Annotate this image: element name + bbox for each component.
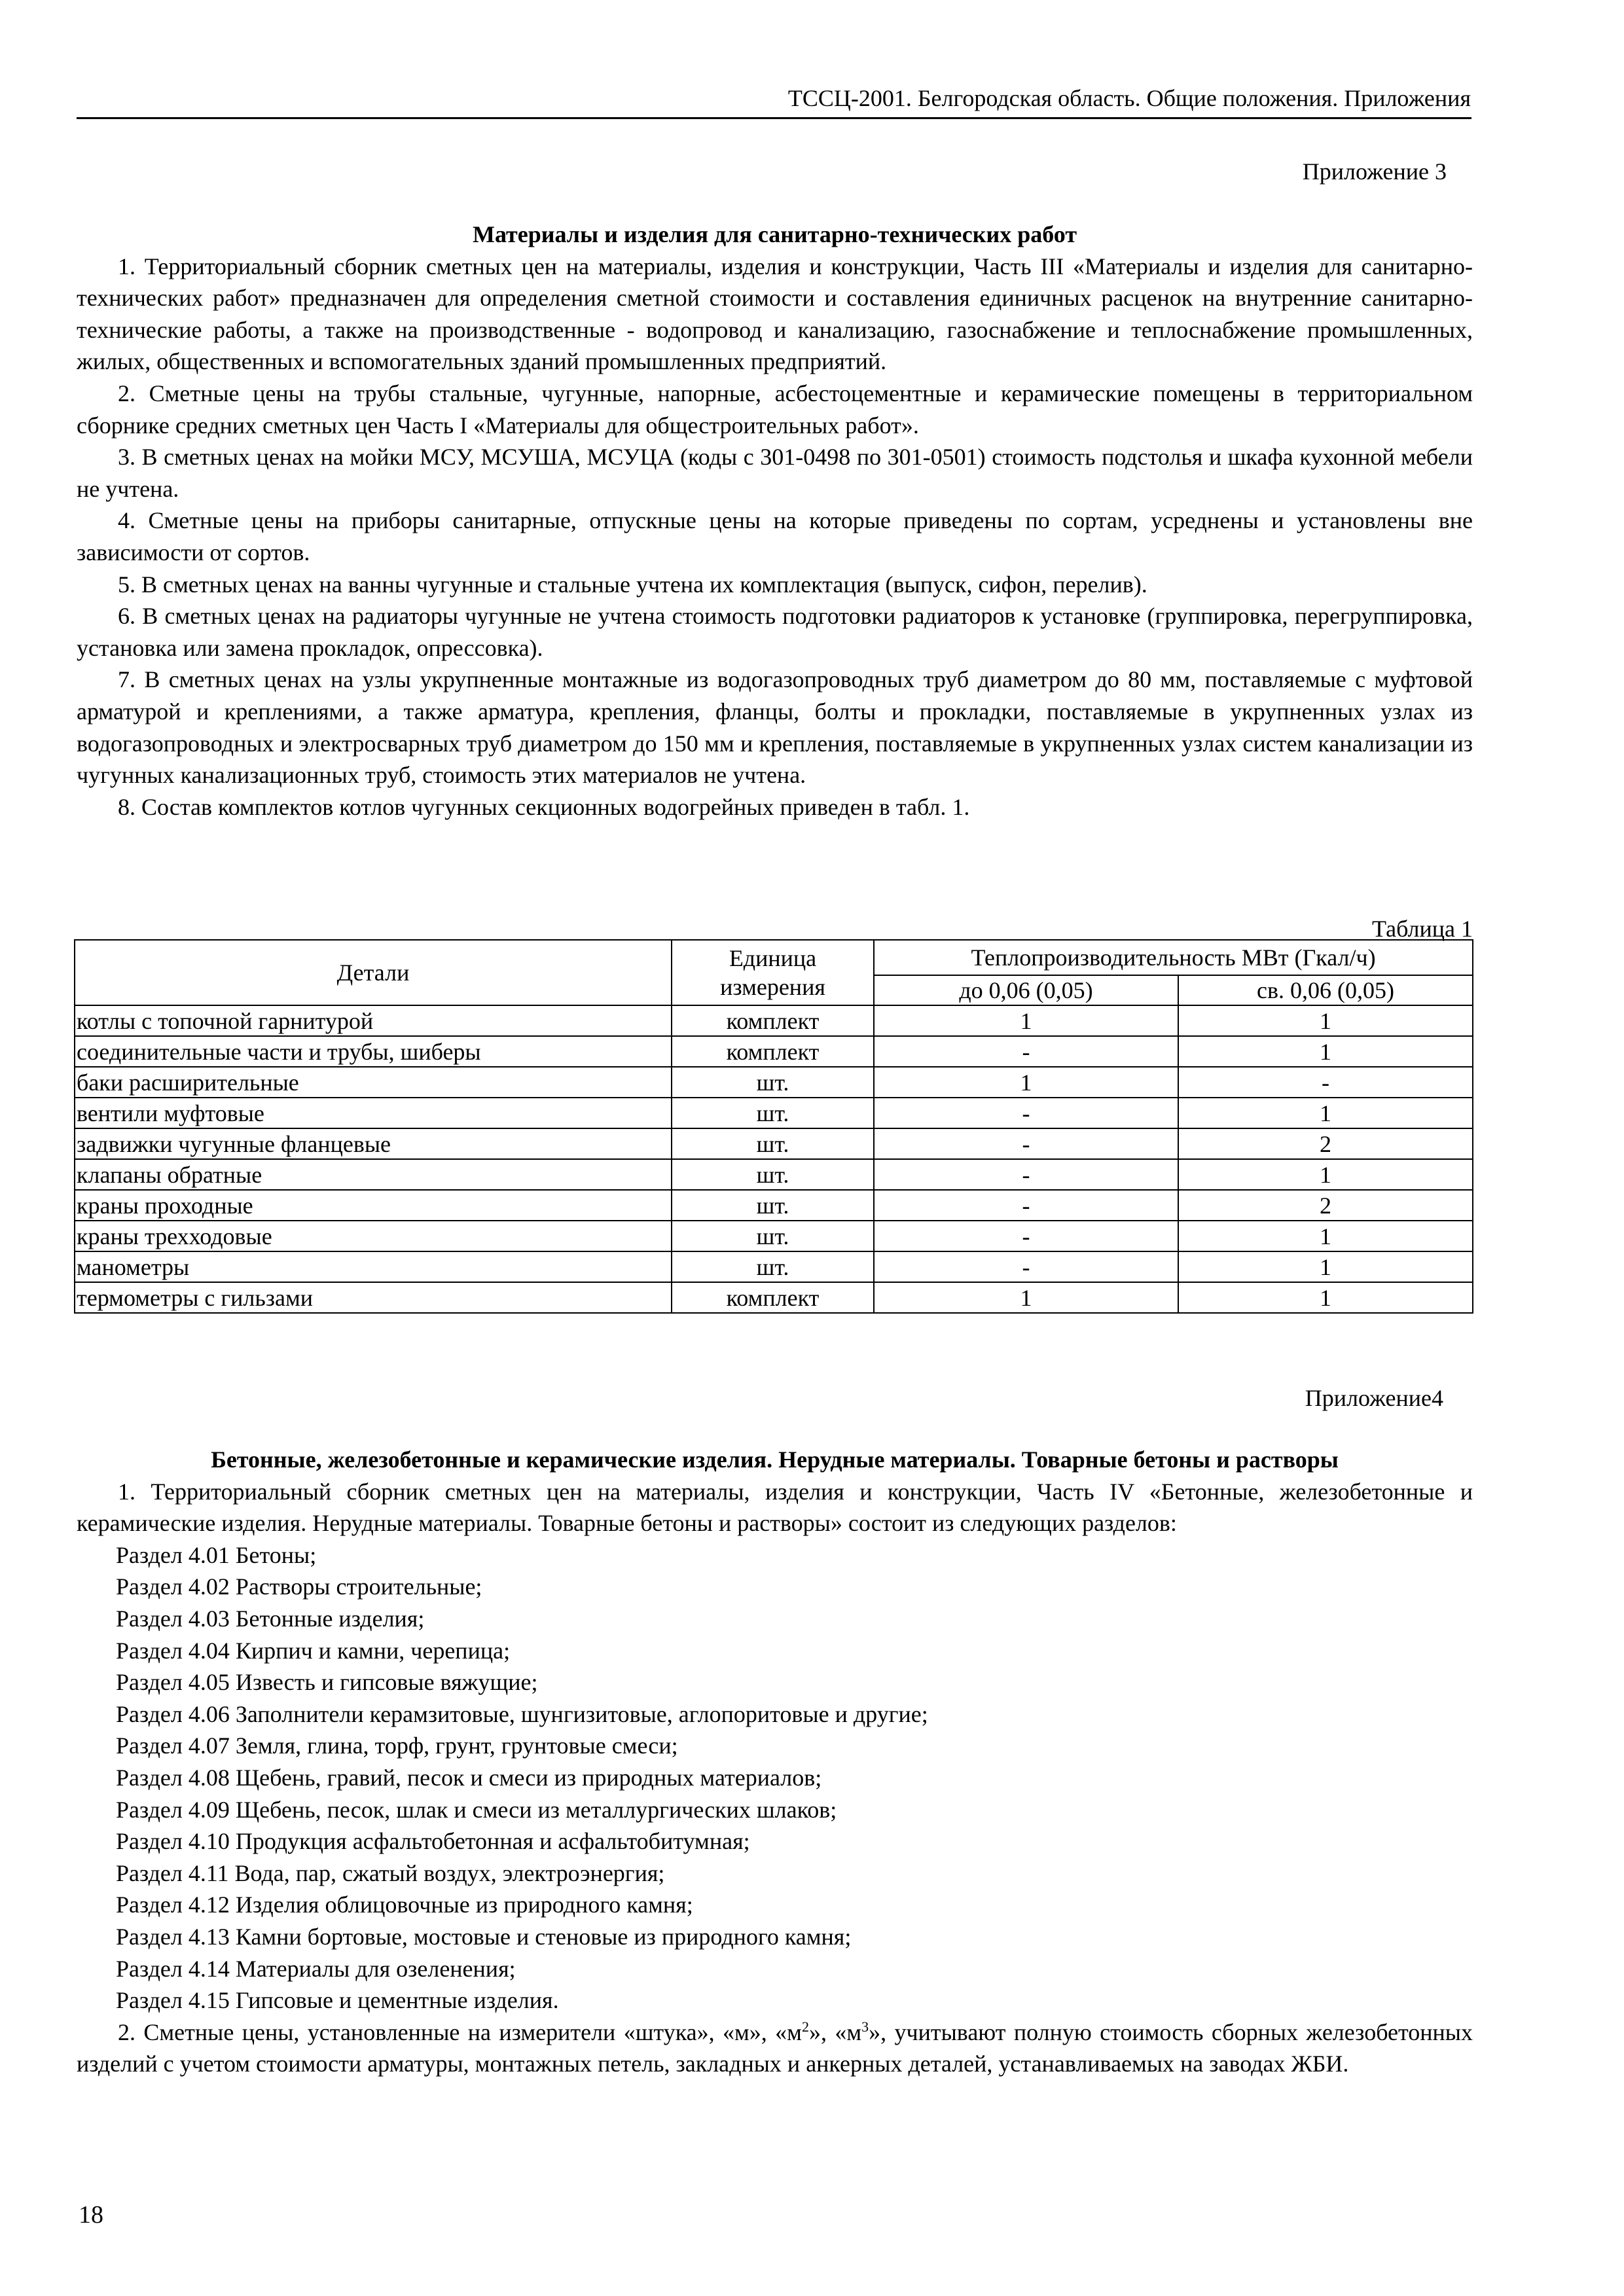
appendix-3-body bbox=[77, 219, 1473, 823]
cell-detail: баки расширительные bbox=[75, 1067, 672, 1098]
cell-unit: шт. bbox=[672, 1067, 874, 1098]
table-1 bbox=[74, 939, 1473, 1314]
list-item: Раздел 4.06 Заполнители керамзитовые, шунгизитовые, аглопоритовые и другие; bbox=[116, 1700, 928, 1727]
table-row bbox=[75, 1282, 1473, 1313]
cell-high: 2 bbox=[1178, 1190, 1473, 1221]
cell-high: 2 bbox=[1178, 1128, 1473, 1159]
list-item: Раздел 4.15 Гипсовые и цементные изделия. bbox=[116, 1987, 559, 2014]
cell-unit: шт. bbox=[672, 1251, 874, 1282]
section-list bbox=[77, 1539, 1473, 2017]
cell-low: - bbox=[874, 1036, 1178, 1067]
cell-low: 1 bbox=[874, 1005, 1178, 1036]
cell-low: - bbox=[874, 1098, 1178, 1128]
paragraph-3: 3. В сметных ценах на мойки МСУ, МСУША, МСУЦА (коды с 301-0498 по 301-0501) стоимость подстолья и шкафа кухонной мебели не учтена. bbox=[77, 444, 1473, 502]
cell-detail: задвижки чугунные фланцевые bbox=[75, 1128, 672, 1159]
paragraph-6: 6. В сметных ценах на радиаторы чугунные не учтена стоимость подготовки радиаторов к установке (группировка, перегруппировка, установка или замена прокладок, опрессовка). bbox=[77, 603, 1473, 661]
list-item: Раздел 4.11 Вода, пар, сжатый воздух, электроэнергия; bbox=[116, 1859, 665, 1886]
table-row bbox=[75, 1159, 1473, 1190]
cell-unit: шт. bbox=[672, 1128, 874, 1159]
header-capacity-low: до 0,06 (0,05) bbox=[874, 975, 1178, 1005]
cell-high: 1 bbox=[1178, 1005, 1473, 1036]
page-number: 18 bbox=[79, 2201, 103, 2229]
list-item: Раздел 4.13 Камни бортовые, мостовые и стеновые из природного камня; bbox=[116, 1923, 852, 1950]
table-row bbox=[75, 1098, 1473, 1128]
appendix-3-title: Материалы и изделия для санитарно-технических работ bbox=[472, 221, 1077, 247]
table-row bbox=[75, 1067, 1473, 1098]
list-item: Раздел 4.08 Щебень, гравий, песок и смеси из природных материалов; bbox=[116, 1764, 822, 1791]
paragraph-4: 4. Сметные цены на приборы санитарные, отпускные цены на которые приведены по сортам, усреднены и установлены вне зависимости от сортов. bbox=[77, 507, 1473, 565]
appendix-3-label-text: Приложение 3 bbox=[1302, 158, 1447, 185]
list-item: Раздел 4.04 Кирпич и камни, черепица; bbox=[116, 1637, 511, 1664]
cell-detail: соединительные части и трубы, шиберы bbox=[75, 1036, 672, 1067]
paragraph-8: 8. Состав комплектов котлов чугунных секционных водогрейных приведен в табл. 1. bbox=[118, 793, 970, 820]
appendix-4-label-text: Приложение4 bbox=[1305, 1385, 1443, 1411]
header-capacity-high: св. 0,06 (0,05) bbox=[1178, 975, 1473, 1005]
cell-high: 1 bbox=[1178, 1098, 1473, 1128]
cell-detail: клапаны обратные bbox=[75, 1159, 672, 1190]
running-header: ТССЦ-2001. Белгородская область. Общие положения. Приложения bbox=[787, 85, 1471, 111]
header-details: Детали bbox=[75, 940, 672, 1005]
table-row bbox=[75, 1036, 1473, 1067]
list-item: Раздел 4.05 Известь и гипсовые вяжущие; bbox=[116, 1669, 538, 1696]
cell-high: 1 bbox=[1178, 1159, 1473, 1190]
cell-detail: вентили муфтовые bbox=[75, 1098, 672, 1128]
cell-low: - bbox=[874, 1251, 1178, 1282]
paragraph-5: 5. В сметных ценах на ванны чугунные и стальные учтена их комплектация (выпуск, сифон, перелив). bbox=[118, 571, 1147, 598]
cell-low: - bbox=[874, 1221, 1178, 1251]
cell-low: - bbox=[874, 1128, 1178, 1159]
cell-low: 1 bbox=[874, 1282, 1178, 1313]
cell-high: 1 bbox=[1178, 1251, 1473, 1282]
cell-detail: манометры bbox=[75, 1251, 672, 1282]
cell-unit: комплект bbox=[672, 1005, 874, 1036]
list-item: Раздел 4.10 Продукция асфальтобетонная и асфальтобитумная; bbox=[116, 1828, 750, 1855]
table-1-caption: Таблица 1 bbox=[1372, 916, 1473, 942]
boiler-kit-table bbox=[74, 939, 1473, 1314]
cell-unit: шт. bbox=[672, 1159, 874, 1190]
para2-text-1: 2. Сметные цены, установленные на измерители «штука», «м», «м bbox=[118, 2018, 802, 2045]
paragraph-1: 1. Территориальный сборник сметных цен на материалы, изделия и конструкции, Часть III «Материалы и изделия для санитарно-технических работ» предназначен для определения сметной стоимости и составления единичных расценок на внутренние санитарно-технические работы, а также на производственные - водопровод и канализацию, газоснабжение и теплоснабжение промышленных, жилых, общественных и вспомогательных зданий промышленных предприятий. bbox=[77, 253, 1473, 375]
table-row bbox=[75, 1128, 1473, 1159]
cell-low: - bbox=[874, 1159, 1178, 1190]
appendix-4-title: Бетонные, железобетонные и керамические изделия. Нерудные материалы. Товарные бетоны и растворы bbox=[211, 1446, 1339, 1473]
header-capacity: Теплопроизводительность МВт (Гкал/ч) bbox=[874, 940, 1473, 975]
list-item: Раздел 4.02 Растворы строительные; bbox=[116, 1573, 482, 1600]
cell-unit: шт. bbox=[672, 1190, 874, 1221]
list-item: Раздел 4.09 Щебень, песок, шлак и смеси из металлургических шлаков; bbox=[116, 1796, 837, 1823]
appendix-4-paragraph-2 bbox=[77, 2017, 1473, 2080]
list-item: Раздел 4.01 Бетоны; bbox=[116, 1541, 317, 1568]
cell-detail: краны проходные bbox=[75, 1190, 672, 1221]
appendix-4-body bbox=[77, 1444, 1473, 2080]
appendix-3-label bbox=[77, 156, 1473, 188]
cell-high: 1 bbox=[1178, 1282, 1473, 1313]
cell-detail: краны трехходовые bbox=[75, 1221, 672, 1251]
cell-detail: котлы с топочной гарнитурой bbox=[75, 1005, 672, 1036]
table-row bbox=[75, 1005, 1473, 1036]
cell-high: 1 bbox=[1178, 1036, 1473, 1067]
cell-unit: комплект bbox=[672, 1036, 874, 1067]
para2-text-2: », «м bbox=[808, 2018, 862, 2045]
appendix-4-intro: 1. Территориальный сборник сметных цен на материалы, изделия и конструкции, Часть IV «Бетонные, железобетонные и керамические изделия. Нерудные материалы. Товарные бетоны и растворы» состоит из следующих разделов: bbox=[77, 1478, 1473, 1537]
superscript-3: 3 bbox=[861, 2018, 869, 2035]
cell-high: - bbox=[1178, 1067, 1473, 1098]
paragraph-2: 2. Сметные цены на трубы стальные, чугунные, напорные, асбестоцементные и керамические помещены в территориальном сборнике средних сметных цен Часть I «Материалы для общестроительных работ». bbox=[77, 380, 1473, 439]
list-item: Раздел 4.12 Изделия облицовочные из природного камня; bbox=[116, 1892, 693, 1918]
cell-low: 1 bbox=[874, 1067, 1178, 1098]
cell-high: 1 bbox=[1178, 1221, 1473, 1251]
appendix-4-label bbox=[77, 1382, 1473, 1414]
superscript-2: 2 bbox=[801, 2018, 809, 2035]
cell-unit: шт. bbox=[672, 1221, 874, 1251]
list-item: Раздел 4.07 Земля, глина, торф, грунт, грунтовые смеси; bbox=[116, 1732, 678, 1759]
header-rule bbox=[77, 117, 1471, 119]
list-item: Раздел 4.03 Бетонные изделия; bbox=[116, 1605, 425, 1632]
cell-detail: термометры с гильзами bbox=[75, 1282, 672, 1313]
table-row bbox=[75, 1190, 1473, 1221]
para2-text-3: », учитывают полную стоимость сборных железобетонных изделий с учетом стоимости арматуры, монтажных петель, закладных и анкерных деталей, устанавливаемых на заводах ЖБИ. bbox=[77, 2018, 1473, 2077]
cell-low: - bbox=[874, 1190, 1178, 1221]
table-row bbox=[75, 1221, 1473, 1251]
cell-unit: комплект bbox=[672, 1282, 874, 1313]
list-item: Раздел 4.14 Материалы для озеленения; bbox=[116, 1955, 516, 1982]
paragraph-7: 7. В сметных ценах на узлы укрупненные монтажные из водогазопроводных труб диаметром до 80 мм, поставляемые с муфтовой арматурой и креплениями, а также арматура, крепления, фланцы, болты и прокладки, поставляемые в укрупненных узлах из водогазопроводных и электросварных труб диаметром до 150 мм и крепления, поставляемые в укрупненных узлах систем канализации из чугунных канализационных труб, стоимость этих материалов не учтена. bbox=[77, 666, 1473, 789]
cell-unit: шт. bbox=[672, 1098, 874, 1128]
table-row bbox=[75, 1251, 1473, 1282]
header-unit: Единица измерения bbox=[672, 940, 874, 1005]
